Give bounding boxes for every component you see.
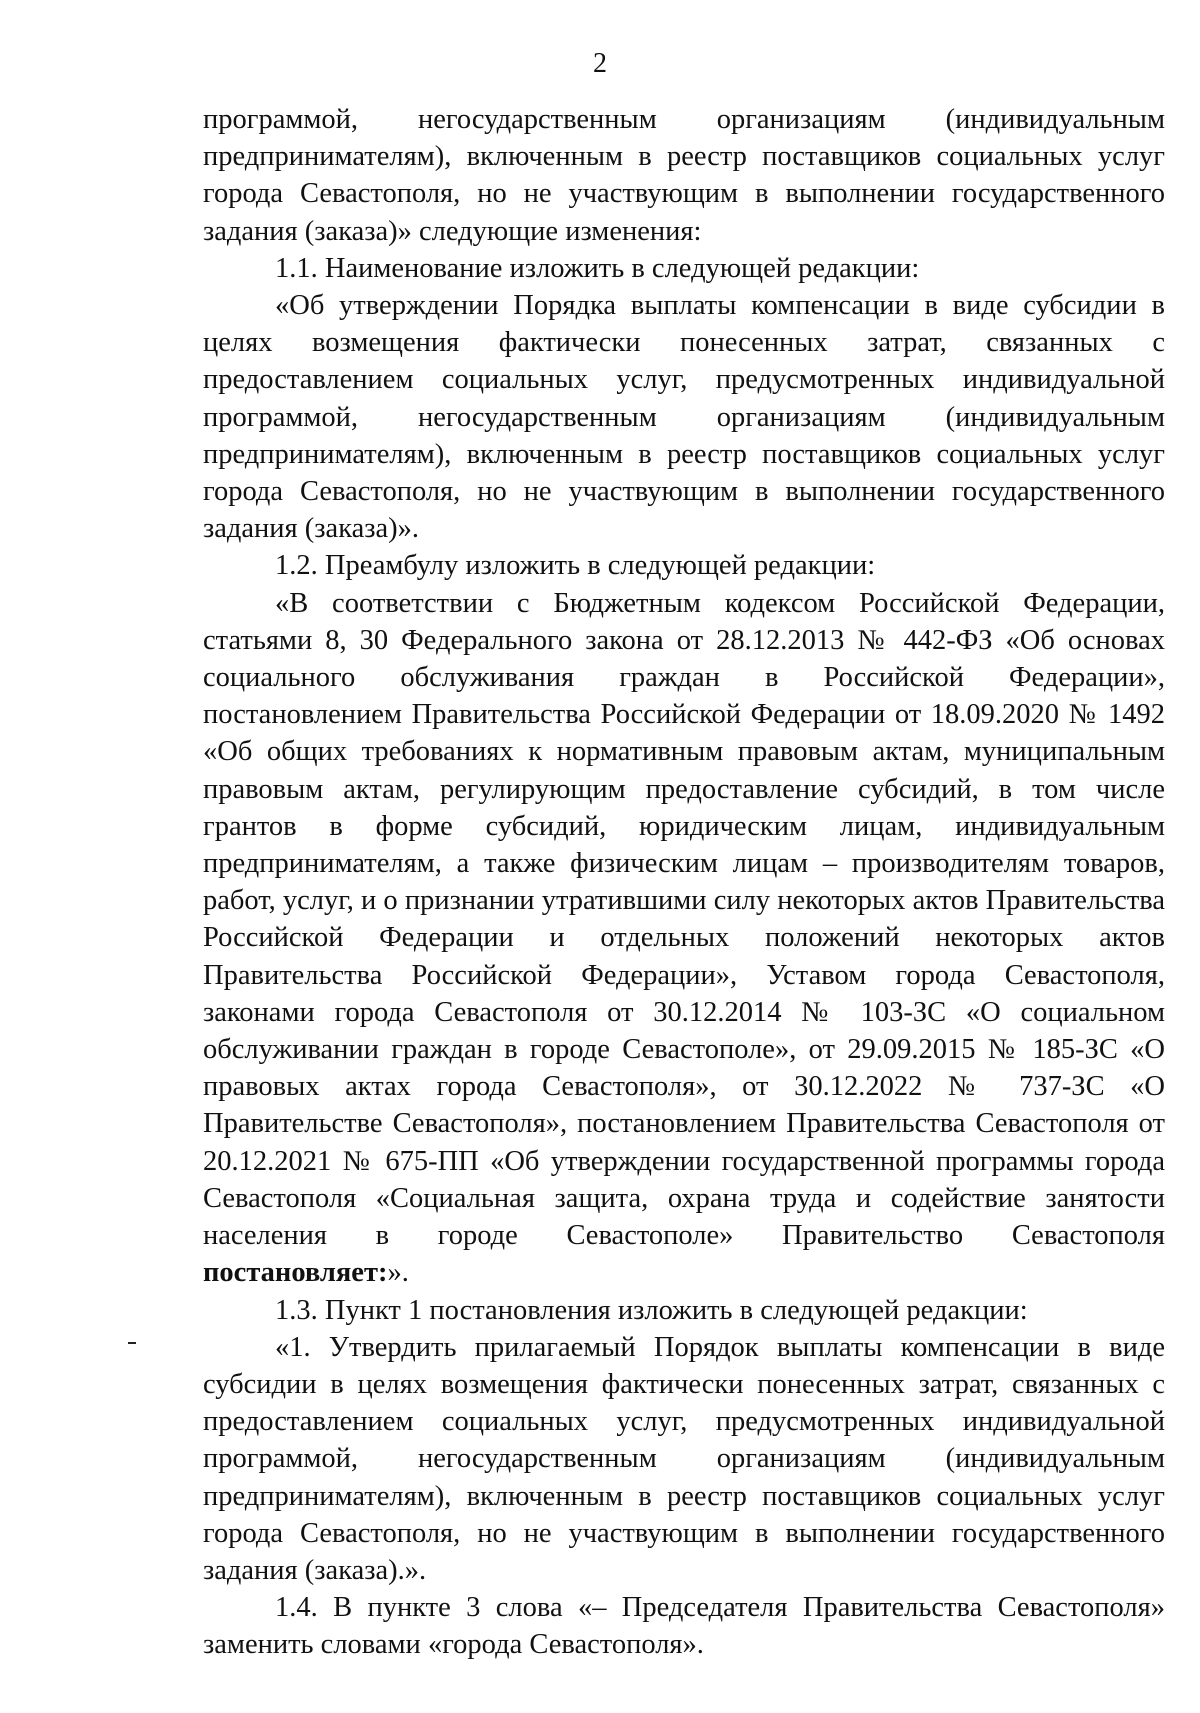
paragraph-point-1-quote: «1. Утвердить прилагаемый Порядок выплаты компенсации в виде субсидии в целях возмещения фактически понесенных затрат, связанных с предоставлением социальных услуг, предусмотренных индивидуальной программой, негосударственным организациям (индивидуальным предпринимателям), включенным в реестр поставщиков социальных услуг города Севастополя, но не участвующим в выполнении государственного задания (заказа).». xyxy=(203,1331,1165,1586)
paragraph-1-4: 1.4. В пункте 3 слова «– Председателя Правительства Севастополя» заменить словами «города Севастополя». xyxy=(203,1592,1165,1661)
preamble-text: «В соответствии с Бюджетным кодексом Российской Федерации, статьями 8, 30 Федерального закона от 28.12.2013 № 442-ФЗ «Об основах социального обслуживания граждан в Российской Федерации», постановлением Правительства Российской Федерации от 18.09.2020 № 1492 «Об общих требованиях к нормативным правовым актам, муниципальным правовым актам, регулирующим предоставление субсидий, в том числе грантов в форме субсидий, юридическим лицам, индивидуальным предпринимателям, а также физическим лицам – производителям товаров, работ, услуг, и о признании утратившими силу некоторых актов Правительства Российской Федерации и отдельных положений некоторых актов Правительства Российской Федерации», Уставом города Севастополя, законами города Севастополя от 30.12.2014 № 103-ЗС «О социальном обслуживании граждан в городе Севастополе», от 29.09.2015 № 185-ЗС «О правовых актах города Севастополя», от 30.12.2022 № 737-ЗС «О Правительстве Севастополя», постановлением Правительства Севастополя от 20.12.2021 № 675-ПП «Об утверждении государственной программы города Севастополя «Социальная защита, охрана труда и содействие занятости населения в городе Севастополе» Правительство Севастополя xyxy=(203,587,1165,1252)
preamble-bold-word: постановляет: xyxy=(203,1257,388,1289)
preamble-closing: ». xyxy=(387,1257,409,1289)
paragraph-preamble-quote xyxy=(203,585,1165,1292)
paragraph-title-quote: «Об утверждении Порядка выплаты компенсации в виде субсидии в целях возмещения фактически понесенных затрат, связанных с предоставлением социальных услуг, предусмотренных индивидуальной программой, негосударственным организациям (индивидуальным предпринимателям), включенным в реестр поставщиков социальных услуг города Севастополя, но не участвующим в выполнении государственного задания (заказа)». xyxy=(203,290,1165,545)
paragraph-continuation: программой, негосударственным организациям (индивидуальным предпринимателям), включенным в реестр поставщиков социальных услуг города Севастополя, но не участвующим в выполнении государственного задания (заказа)» следующие изменения: xyxy=(203,104,1165,247)
paragraph-1-1: 1.1. Наименование изложить в следующей редакции: xyxy=(275,252,920,284)
margin-mark xyxy=(128,1342,136,1344)
page-number: 2 xyxy=(593,48,607,79)
paragraph-1-2: 1.2. Преамбулу изложить в следующей редакции: xyxy=(275,550,876,582)
paragraph-1-3: 1.3. Пункт 1 постановления изложить в следующей редакции: xyxy=(275,1294,1028,1326)
document-body xyxy=(203,101,1165,1664)
